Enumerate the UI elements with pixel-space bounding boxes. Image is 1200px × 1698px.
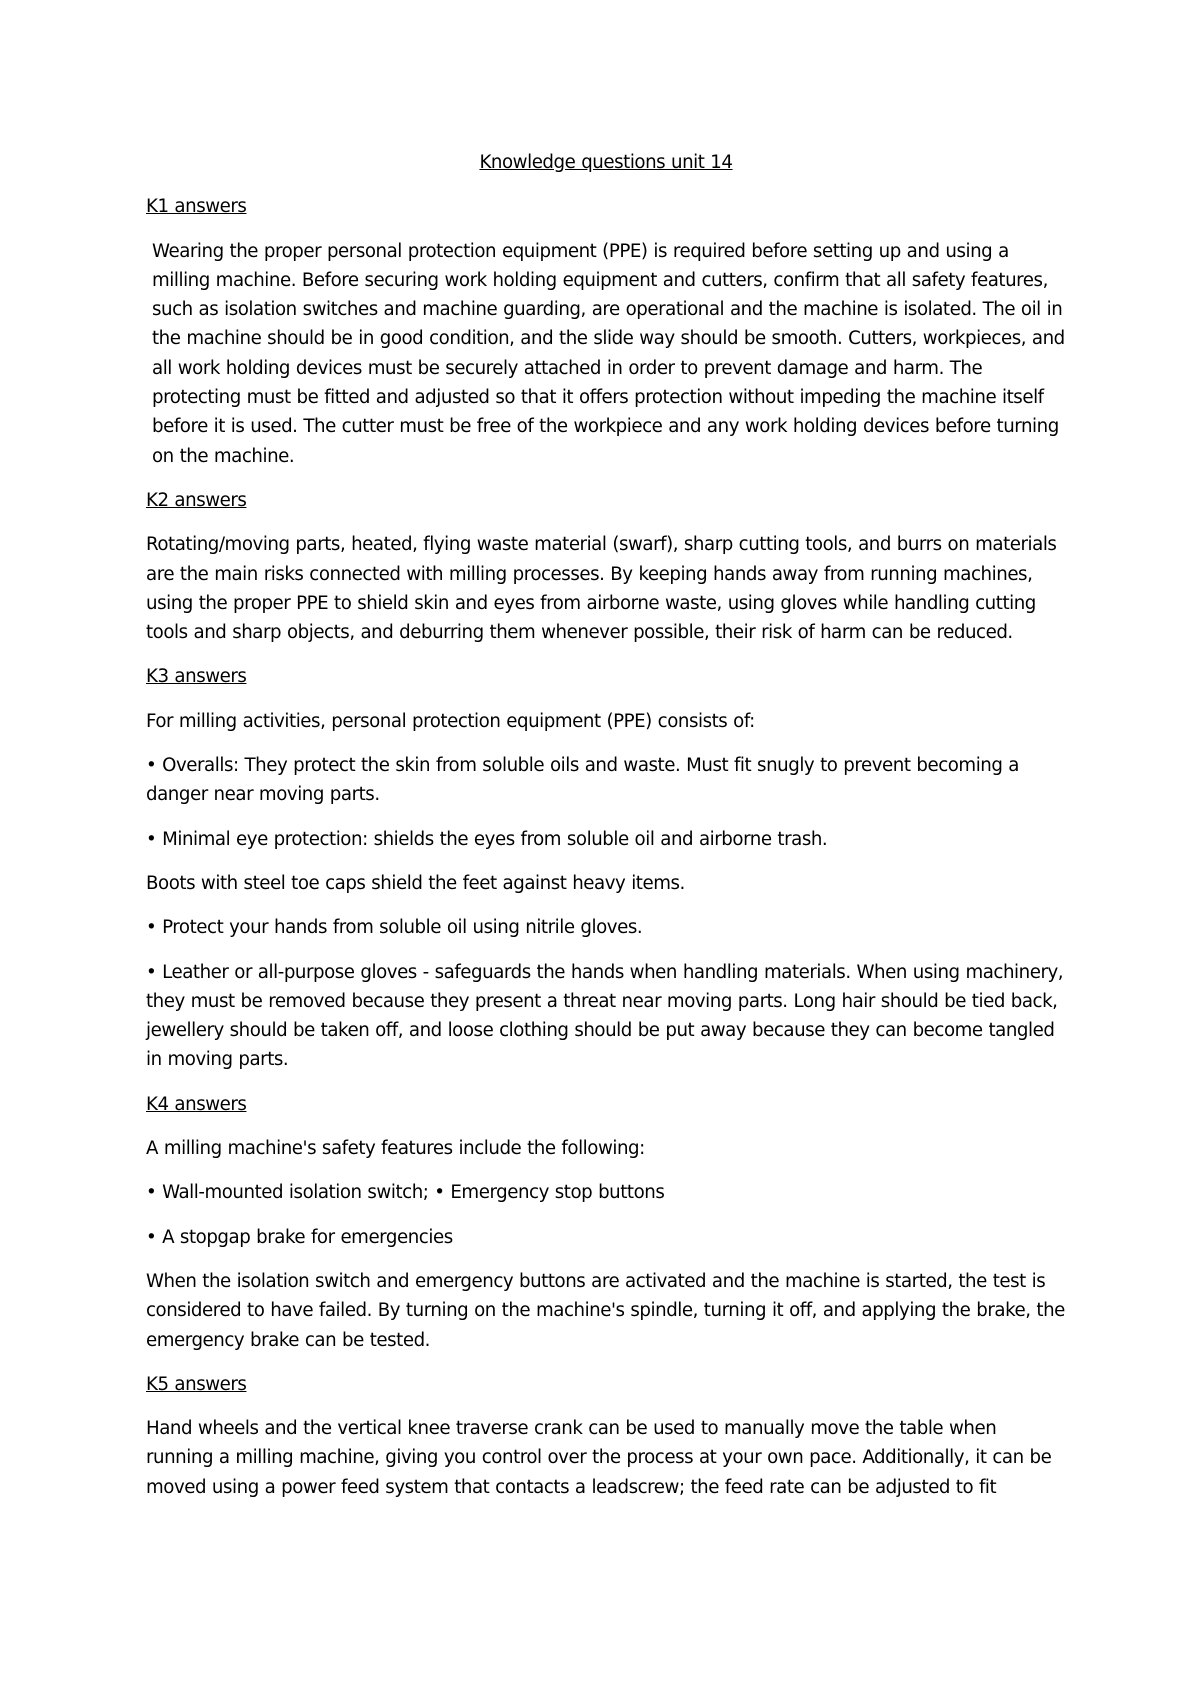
bullet-item: • Protect your hands from soluble oil using nitrile gloves. xyxy=(146,917,643,939)
section-heading: K5 answers xyxy=(146,1373,247,1395)
document-body xyxy=(146,148,1066,1517)
bullet-item: • Minimal eye protection: shields the eyes from soluble oil and airborne trash. xyxy=(146,828,828,850)
section-heading: K1 answers xyxy=(146,196,247,218)
section-k3 xyxy=(146,662,1066,1074)
bullet-item: • Overalls: They protect the skin from soluble oils and waste. Must fit snugly to prevent becoming a danger near moving parts. xyxy=(146,755,1019,806)
section-k1 xyxy=(146,192,1066,471)
bullet-item: • Leather or all-purpose gloves - safeguards the hands when handling materials. When using machinery, they must be removed because they present a threat near moving parts. Long hair should be tied back, jewellery should be taken off, and loose clothing should be put away because they can become tangled in moving parts. xyxy=(146,961,1064,1071)
paragraph: When the isolation switch and emergency buttons are activated and the machine is started, the test is considered to have failed. By turning on the machine's spindle, turning it off, and applying the brake, the emergency brake can be tested. xyxy=(146,1270,1065,1351)
section-k4 xyxy=(146,1090,1066,1355)
page-title: Knowledge questions unit 14 xyxy=(479,152,733,173)
paragraph: Rotating/moving parts, heated, flying waste material (swarf), sharp cutting tools, and burrs on materials are the main risks connected with milling processes. By keeping hands away from running machines, using the proper PPE to shield skin and eyes from airborne waste, using gloves while handling cutting tools and sharp objects, and deburring them whenever possible, their risk of harm can be reduced. xyxy=(146,534,1057,644)
section-heading: K4 answers xyxy=(146,1093,247,1115)
paragraph: For milling activities, personal protection equipment (PPE) consists of: xyxy=(146,710,755,732)
bullet-item: • A stopgap brake for emergencies xyxy=(146,1226,453,1248)
paragraph: Boots with steel toe caps shield the feet against heavy items. xyxy=(146,872,685,894)
paragraph: Wearing the proper personal protection equipment (PPE) is required before setting up and using a milling machine. Before securing work holding equipment and cutters, confirm that all safety features, such as isolation switches and machine guarding, are operational and the machine is isolated. The oil in the machine should be in good condition, and the slide way should be smooth. Cutters, workpieces, and all work holding devices must be securely attached in order to prevent damage and harm. The protecting must be fitted and adjusted so that it offers protection without impeding the machine itself before it is used. The cutter must be free of the workpiece and any work holding devices before turning on the machine. xyxy=(152,240,1065,467)
section-heading: K2 answers xyxy=(146,489,247,511)
section-k2 xyxy=(146,486,1066,647)
paragraph: Hand wheels and the vertical knee traverse crank can be used to manually move the table when running a milling machine, giving you control over the process at your own pace. Additionally, it can be moved using a power feed system that contacts a leadscrew; the feed rate can be adjusted to fit xyxy=(146,1418,1052,1498)
bullet-item: • Wall-mounted isolation switch; • Emergency stop buttons xyxy=(146,1182,665,1204)
paragraph: A milling machine's safety features include the following: xyxy=(146,1138,645,1160)
section-k5 xyxy=(146,1370,1066,1502)
section-heading: K3 answers xyxy=(146,666,247,688)
